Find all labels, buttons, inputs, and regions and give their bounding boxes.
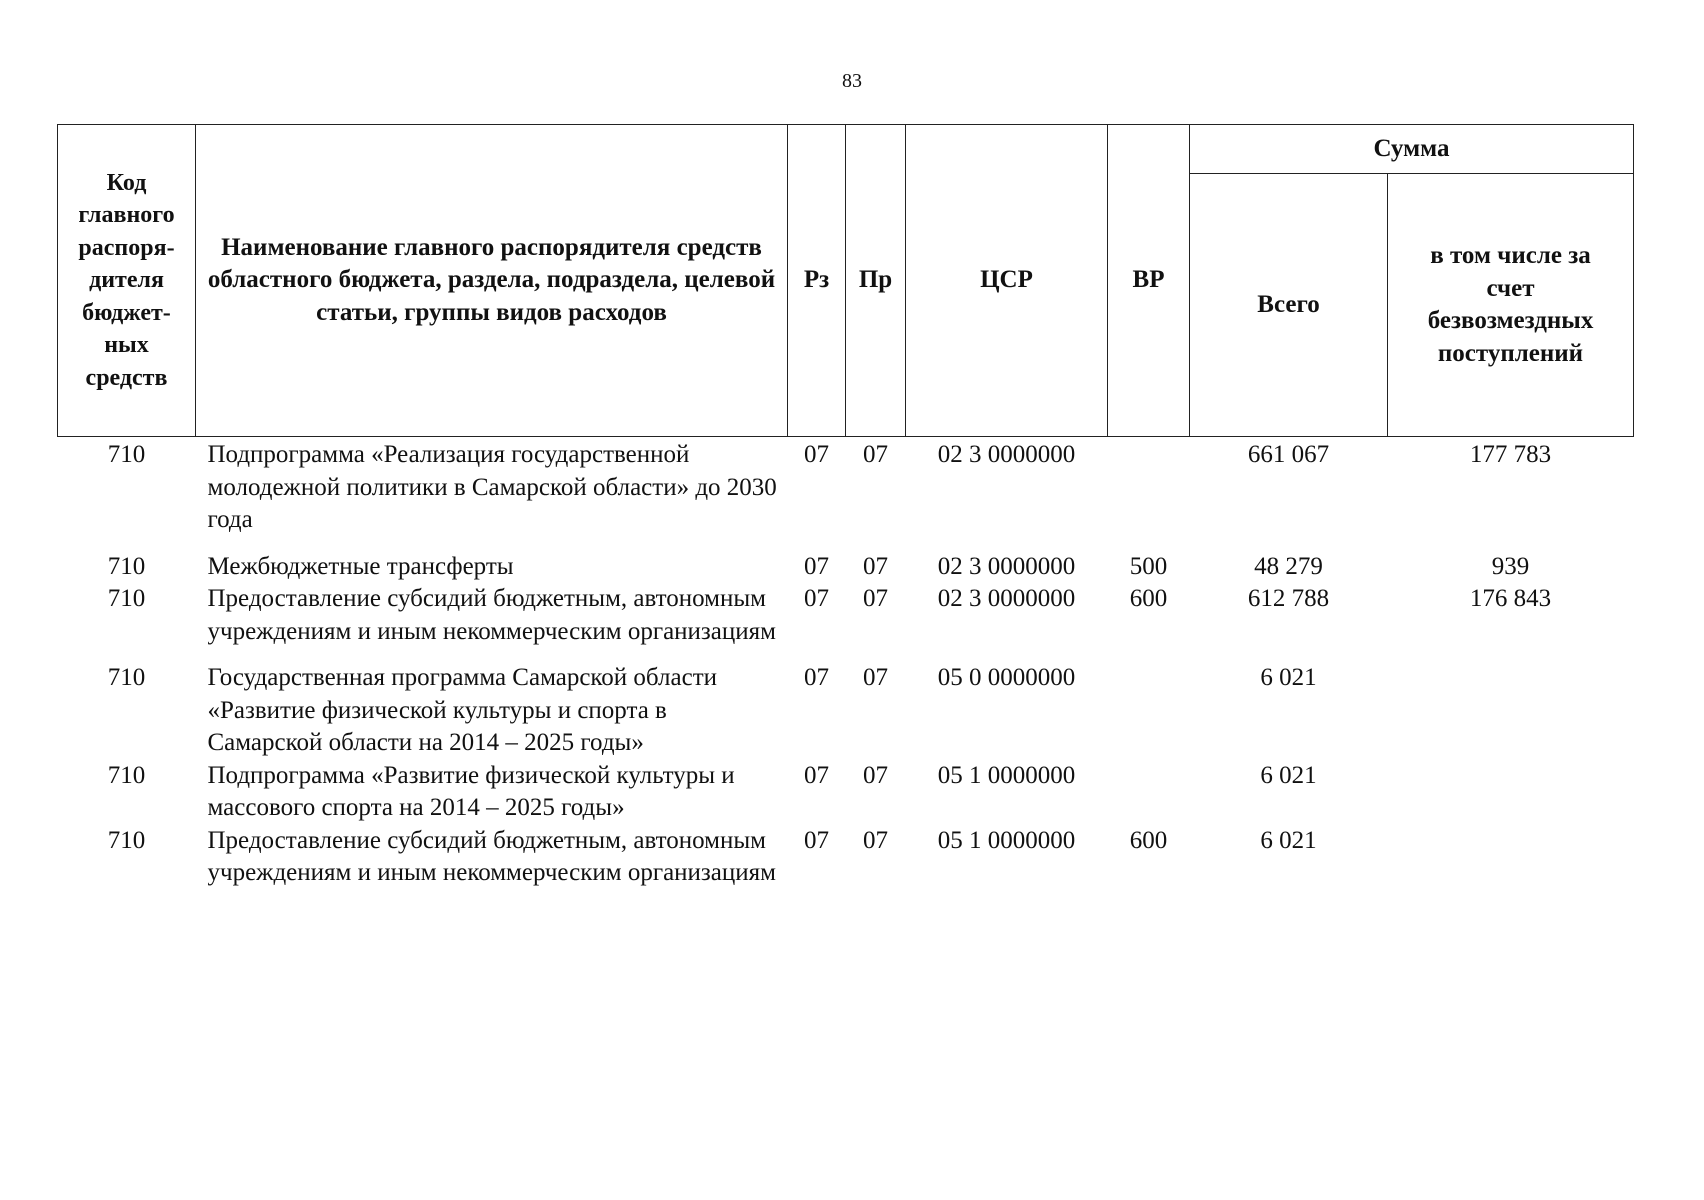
cell-grants [1388,662,1634,760]
table-row [58,551,1634,584]
cell-name: Подпрограмма «Развитие физической культуры и массового спорта на 2014 – 2025 годы» [207,761,735,821]
cell-rz: 07 [804,664,829,691]
cell-csr: 05 0 0000000 [937,664,1076,691]
header-name: Наименование главного распорядителя средств областного бюджета, раздела, подраздела, целевой статьи, группы видов расходов [196,125,788,437]
cell-grants [1388,825,1634,890]
cell-code: 710 [107,441,146,468]
cell-total: 6 021 [1260,664,1317,691]
cell-pr: 07 [863,441,888,468]
cell-rz: 07 [804,761,829,789]
cell-csr: 02 3 0000000 [937,552,1076,580]
cell-pr: 07 [863,585,888,612]
cell-total: 6 021 [1260,826,1317,854]
cell-name: Предоставление субсидий бюджетным, автономным учреждениям и иным некоммерческим организациям [207,826,776,886]
page-number: 83 [842,70,862,92]
header-vr: ВР [1108,125,1190,437]
cell-pr: 07 [863,664,888,691]
cell-grants: 177 783 [1469,441,1552,468]
table-row [58,662,1634,760]
cell-name: Подпрограмма «Реализация государственной молодежной политики в Самарской области» до 2030 года [207,441,777,533]
table-row [58,583,1634,662]
cell-name: Предоставление субсидий бюджетным, автономным учреждениям и иным некоммерческим организациям [207,585,776,645]
cell-vr: 600 [1129,826,1168,854]
header-total: Всего [1190,174,1388,437]
cell-total: 48 279 [1254,552,1323,580]
cell-grants: 939 [1491,552,1530,580]
cell-pr: 07 [863,761,888,789]
cell-csr: 05 1 0000000 [937,761,1076,789]
cell-code: 710 [107,761,146,789]
header-pr: Пр [846,125,906,437]
cell-total: 661 067 [1247,441,1330,468]
cell-vr: 500 [1129,552,1168,580]
header-code: Код главного распоря-дителя бюджет-ных средств [58,125,196,437]
cell-grants: 176 843 [1469,585,1552,612]
cell-csr: 05 1 0000000 [937,826,1076,854]
cell-vr: 600 [1129,585,1168,612]
cell-code: 710 [107,585,146,612]
table-row [58,825,1634,890]
cell-grants [1388,760,1634,825]
budget-table [57,124,1634,890]
cell-code: 710 [107,664,146,691]
cell-code: 710 [107,552,146,580]
cell-rz: 07 [804,585,829,612]
cell-pr: 07 [863,826,888,854]
cell-rz: 07 [804,826,829,854]
cell-name: Государственная программа Самарской области «Развитие физической культуры и спорта в Самарской области на 2014 – 2025 годы» [207,664,717,756]
cell-total: 612 788 [1247,585,1330,612]
cell-total: 6 021 [1260,761,1317,789]
cell-rz: 07 [804,552,829,580]
cell-vr [1108,662,1190,760]
header-rz: Рз [788,125,846,437]
cell-pr: 07 [863,552,888,580]
header-grants: в том числе за счет безвозмездных поступлений [1388,174,1634,437]
cell-code: 710 [107,826,146,854]
cell-csr: 02 3 0000000 [937,441,1076,468]
header-csr: ЦСР [906,125,1108,437]
cell-vr [1108,760,1190,825]
cell-rz: 07 [804,441,829,468]
table-row [58,760,1634,825]
table-header [58,125,1634,437]
cell-csr: 02 3 0000000 [937,585,1076,612]
header-sum: Сумма [1190,125,1634,174]
table-row [58,437,1634,551]
cell-name: Межбюджетные трансферты [207,552,514,580]
table-body [58,437,1634,890]
cell-vr [1108,437,1190,551]
